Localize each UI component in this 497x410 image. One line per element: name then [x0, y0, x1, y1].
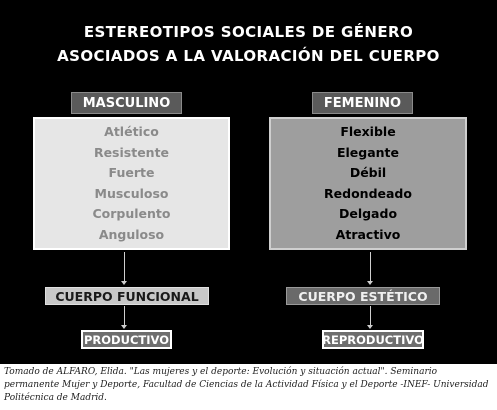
masculino-middle-box: CUERPO FUNCIONAL: [45, 287, 209, 305]
diagram-title-line-1: ESTEREOTIPOS SOCIALES DE GÉNERO: [83, 23, 414, 41]
masculino-trait: Atlético: [104, 124, 159, 139]
masculino-arrow-2: [121, 325, 127, 329]
femenino-trait: Débil: [349, 165, 387, 181]
femenino-trait: Flexible: [340, 124, 396, 139]
source-caption: Tomado de ALFARO, Elida. "Las mujeres y el deporte: Evolución y situación actual". Seminario permanente Mujer y Deporte, Facultad de Ciencias de la Actividad Física y el Deporte -INEF- Universidad Politécnica de Madrid.: [4, 367, 489, 403]
masculino-trait: Fuerte: [108, 165, 155, 181]
masculino-arrow-1: [121, 281, 127, 285]
femenino-trait: Redondeado: [324, 185, 412, 201]
femenino-arrow-2: [367, 325, 373, 329]
masculino-trait: Corpulento: [92, 206, 171, 222]
femenino-traits-box: [269, 117, 467, 250]
masculino-trait: Anguloso: [98, 226, 165, 242]
masculino-trait: Resistente: [93, 144, 170, 160]
femenino-header: FEMENINO: [312, 92, 413, 114]
femenino-connector-line-2: [370, 306, 371, 326]
femenino-connector-line-1: [370, 252, 371, 282]
diagram-title-line-2: ASOCIADOS A LA VALORACIÓN DEL CUERPO: [57, 47, 440, 65]
masculino-result-box: PRODUCTIVO: [81, 330, 172, 349]
masculino-connector-line-2: [124, 306, 125, 326]
femenino-arrow-1: [367, 281, 373, 285]
masculino-connector-line-1: [124, 252, 125, 282]
femenino-trait: Delgado: [338, 206, 398, 222]
femenino-result-box: REPRODUCTIVO: [322, 330, 424, 349]
femenino-middle-box: CUERPO ESTÉTICO: [286, 287, 440, 305]
masculino-trait: Musculoso: [94, 185, 169, 201]
masculino-header: MASCULINO: [71, 92, 182, 114]
femenino-trait: Elegante: [336, 144, 400, 160]
masculino-traits-box: [33, 117, 230, 250]
femenino-trait: Atractivo: [335, 226, 401, 242]
